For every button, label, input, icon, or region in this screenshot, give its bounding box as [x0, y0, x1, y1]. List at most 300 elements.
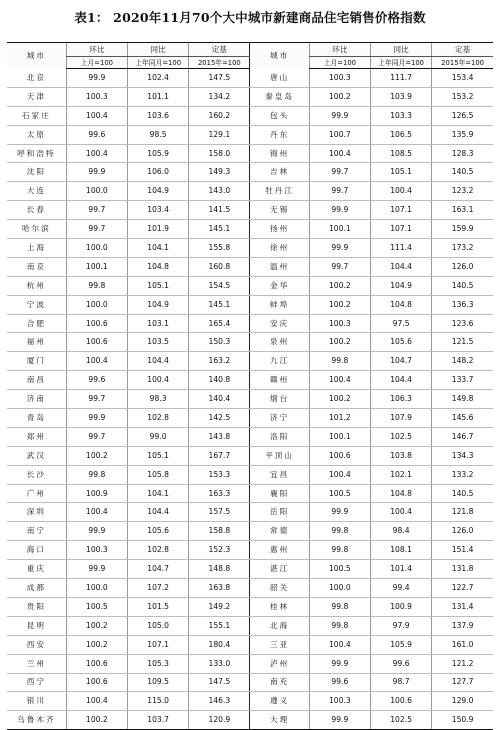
- table-row: [7, 125, 493, 144]
- yoy-value-right: 100.4: [370, 503, 431, 522]
- base-value-left: 155.1: [189, 616, 250, 635]
- city-name-right: 宜昌: [250, 465, 309, 484]
- yoy-value-right: 103.3: [370, 106, 431, 125]
- yoy-value-left: 105.9: [127, 144, 188, 163]
- mom-value-right: 99.8: [309, 616, 370, 635]
- yoy-value-left: 101.5: [127, 597, 188, 616]
- mom-value-right: 100.2: [309, 390, 370, 409]
- mom-value-right: 100.2: [309, 295, 370, 314]
- base-value-left: 145.1: [189, 295, 250, 314]
- yoy-value-right: 105.1: [370, 163, 431, 182]
- yoy-value-right: 104.8: [370, 484, 431, 503]
- mom-value-right: 100.4: [309, 635, 370, 654]
- base-value-right: 149.8: [432, 390, 493, 409]
- base-value-right: 163.1: [432, 201, 493, 220]
- mom-value-left: 100.0: [66, 579, 127, 598]
- city-name-right: 无锡: [250, 201, 309, 220]
- mom-value-right: 99.6: [309, 673, 370, 692]
- mom-value-right: 99.9: [309, 654, 370, 673]
- yoy-value-right: 99.6: [370, 654, 431, 673]
- yoy-value-right: 105.6: [370, 333, 431, 352]
- yoy-value-right: 102.5: [370, 427, 431, 446]
- mom-value-left: 100.2: [66, 711, 127, 730]
- header-mom-unit-right: 上月=100: [309, 57, 370, 69]
- table-row: [7, 560, 493, 579]
- mom-value-left: 100.4: [66, 352, 127, 371]
- city-name-left: 武汉: [7, 446, 66, 465]
- base-value-left: 147.5: [189, 673, 250, 692]
- city-name-left: 乌鲁木齐: [7, 711, 66, 730]
- base-value-right: 136.3: [432, 295, 493, 314]
- yoy-value-right: 98.4: [370, 522, 431, 541]
- yoy-value-left: 104.1: [127, 484, 188, 503]
- base-value-right: 134.3: [432, 446, 493, 465]
- yoy-value-left: 104.1: [127, 239, 188, 258]
- table-row: [7, 371, 493, 390]
- city-name-left: 深圳: [7, 503, 66, 522]
- city-name-left: 大连: [7, 182, 66, 201]
- table-row: [7, 635, 493, 654]
- base-value-right: 133.7: [432, 371, 493, 390]
- yoy-value-right: 106.5: [370, 125, 431, 144]
- yoy-value-left: 104.9: [127, 182, 188, 201]
- table-row: [7, 692, 493, 711]
- city-name-left: 青岛: [7, 409, 66, 428]
- yoy-value-left: 107.1: [127, 635, 188, 654]
- yoy-value-left: 107.2: [127, 579, 188, 598]
- table-row: [7, 465, 493, 484]
- yoy-value-right: 103.8: [370, 446, 431, 465]
- mom-value-right: 99.9: [309, 201, 370, 220]
- mom-value-right: 99.7: [309, 182, 370, 201]
- city-name-right: 襄阳: [250, 484, 309, 503]
- base-value-right: 150.9: [432, 711, 493, 730]
- mom-value-left: 100.2: [66, 616, 127, 635]
- table-row: [7, 87, 493, 106]
- mom-value-left: 99.9: [66, 560, 127, 579]
- city-name-right: 济宁: [250, 409, 309, 428]
- city-name-right: 遵义: [250, 692, 309, 711]
- base-value-right: 140.5: [432, 484, 493, 503]
- yoy-value-right: 102.5: [370, 711, 431, 730]
- city-name-left: 石家庄: [7, 106, 66, 125]
- base-value-right: 148.2: [432, 352, 493, 371]
- table-row: [7, 69, 493, 88]
- base-value-left: 133.0: [189, 654, 250, 673]
- yoy-value-right: 111.7: [370, 69, 431, 88]
- city-name-left: 西安: [7, 635, 66, 654]
- city-name-left: 合肥: [7, 314, 66, 333]
- city-name-right: 牡丹江: [250, 182, 309, 201]
- base-value-left: 157.5: [189, 503, 250, 522]
- base-value-right: 126.0: [432, 522, 493, 541]
- mom-value-right: 100.6: [309, 446, 370, 465]
- mom-value-left: 99.7: [66, 201, 127, 220]
- yoy-value-left: 101.9: [127, 220, 188, 239]
- table-row: [7, 182, 493, 201]
- yoy-value-right: 104.4: [370, 257, 431, 276]
- mom-value-left: 99.9: [66, 163, 127, 182]
- city-name-right: 岳阳: [250, 503, 309, 522]
- mom-value-right: 100.2: [309, 333, 370, 352]
- mom-value-right: 99.7: [309, 257, 370, 276]
- city-name-left: 重庆: [7, 560, 66, 579]
- city-name-left: 成都: [7, 579, 66, 598]
- yoy-value-left: 105.0: [127, 616, 188, 635]
- mom-value-right: 99.9: [309, 239, 370, 258]
- yoy-value-left: 105.3: [127, 654, 188, 673]
- city-name-right: 唐山: [250, 69, 309, 88]
- base-value-right: 123.2: [432, 182, 493, 201]
- mom-value-left: 100.3: [66, 541, 127, 560]
- base-value-left: 154.5: [189, 276, 250, 295]
- city-name-left: 济南: [7, 390, 66, 409]
- header-base-unit-right: 2015年=100: [432, 57, 493, 69]
- city-name-left: 南京: [7, 257, 66, 276]
- mom-value-left: 99.7: [66, 220, 127, 239]
- city-name-left: 海口: [7, 541, 66, 560]
- base-value-left: 141.5: [189, 201, 250, 220]
- yoy-value-right: 98.7: [370, 673, 431, 692]
- yoy-value-left: 104.4: [127, 352, 188, 371]
- mom-value-left: 99.7: [66, 427, 127, 446]
- yoy-value-right: 97.5: [370, 314, 431, 333]
- base-value-left: 160.2: [189, 106, 250, 125]
- mom-value-left: 100.6: [66, 673, 127, 692]
- base-value-left: 143.8: [189, 427, 250, 446]
- city-name-left: 南宁: [7, 522, 66, 541]
- mom-value-left: 100.5: [66, 597, 127, 616]
- table-body: [7, 69, 493, 730]
- mom-value-left: 100.4: [66, 144, 127, 163]
- table-row: [7, 239, 493, 258]
- city-name-left: 福州: [7, 333, 66, 352]
- yoy-value-left: 103.6: [127, 106, 188, 125]
- header-yoy-unit-left: 上年同月=100: [127, 57, 188, 69]
- mom-value-right: 99.8: [309, 597, 370, 616]
- mom-value-left: 100.4: [66, 692, 127, 711]
- header-base-left: 定基: [189, 43, 250, 57]
- table-row: [7, 106, 493, 125]
- city-name-left: 天津: [7, 87, 66, 106]
- table-row: [7, 163, 493, 182]
- yoy-value-left: 104.7: [127, 560, 188, 579]
- base-value-left: 120.9: [189, 711, 250, 730]
- mom-value-left: 99.8: [66, 465, 127, 484]
- header-base-unit-left: 2015年=100: [189, 57, 250, 69]
- base-value-right: 137.9: [432, 616, 493, 635]
- mom-value-left: 100.6: [66, 333, 127, 352]
- yoy-value-left: 98.3: [127, 390, 188, 409]
- table-row: [7, 484, 493, 503]
- city-name-right: 三亚: [250, 635, 309, 654]
- base-value-right: 131.8: [432, 560, 493, 579]
- mom-value-right: 100.2: [309, 276, 370, 295]
- base-value-left: 150.3: [189, 333, 250, 352]
- table-row: [7, 201, 493, 220]
- mom-value-left: 100.0: [66, 182, 127, 201]
- base-value-right: 123.6: [432, 314, 493, 333]
- mom-value-left: 99.9: [66, 522, 127, 541]
- mom-value-left: 99.7: [66, 390, 127, 409]
- yoy-value-left: 103.5: [127, 333, 188, 352]
- mom-value-right: 100.4: [309, 371, 370, 390]
- header-yoy-right: 同比: [370, 43, 431, 57]
- base-value-left: 129.1: [189, 125, 250, 144]
- yoy-value-right: 107.1: [370, 220, 431, 239]
- city-name-right: 九江: [250, 352, 309, 371]
- table-row: [7, 616, 493, 635]
- header-city-right: 城市: [250, 43, 309, 69]
- city-name-left: 昆明: [7, 616, 66, 635]
- base-value-right: 128.3: [432, 144, 493, 163]
- city-name-right: 温州: [250, 257, 309, 276]
- table-row: [7, 314, 493, 333]
- base-value-right: 135.9: [432, 125, 493, 144]
- city-name-right: 常德: [250, 522, 309, 541]
- yoy-value-right: 111.4: [370, 239, 431, 258]
- base-value-left: 145.1: [189, 220, 250, 239]
- city-name-left: 呼和浩特: [7, 144, 66, 163]
- base-value-right: 121.2: [432, 654, 493, 673]
- city-name-right: 桂林: [250, 597, 309, 616]
- mom-value-right: 99.8: [309, 522, 370, 541]
- city-name-right: 徐州: [250, 239, 309, 258]
- city-name-left: 宁波: [7, 295, 66, 314]
- city-name-left: 沈阳: [7, 163, 66, 182]
- yoy-value-left: 99.0: [127, 427, 188, 446]
- yoy-value-left: 109.5: [127, 673, 188, 692]
- header-mom-left: 环比: [66, 43, 127, 57]
- base-value-right: 122.7: [432, 579, 493, 598]
- base-value-right: 140.5: [432, 163, 493, 182]
- city-name-right: 烟台: [250, 390, 309, 409]
- table-row: [7, 503, 493, 522]
- city-name-right: 泸州: [250, 654, 309, 673]
- mom-value-right: 99.9: [309, 503, 370, 522]
- base-value-right: 126.0: [432, 257, 493, 276]
- mom-value-right: 99.9: [309, 711, 370, 730]
- yoy-value-right: 101.4: [370, 560, 431, 579]
- base-value-left: 158.0: [189, 144, 250, 163]
- base-value-left: 142.5: [189, 409, 250, 428]
- city-name-left: 广州: [7, 484, 66, 503]
- header-base-right: 定基: [432, 43, 493, 57]
- base-value-left: 146.3: [189, 692, 250, 711]
- city-name-right: 金华: [250, 276, 309, 295]
- yoy-value-right: 104.9: [370, 276, 431, 295]
- base-value-right: 153.4: [432, 69, 493, 88]
- city-name-right: 安庆: [250, 314, 309, 333]
- base-value-right: 153.2: [432, 87, 493, 106]
- city-name-right: 赣州: [250, 371, 309, 390]
- city-name-left: 郑州: [7, 427, 66, 446]
- mom-value-right: 100.4: [309, 465, 370, 484]
- yoy-value-left: 100.4: [127, 371, 188, 390]
- base-value-right: 129.0: [432, 692, 493, 711]
- mom-value-left: 100.3: [66, 87, 127, 106]
- base-value-left: 134.2: [189, 87, 250, 106]
- mom-value-left: 100.0: [66, 295, 127, 314]
- mom-value-right: 100.2: [309, 87, 370, 106]
- table-row: [7, 276, 493, 295]
- mom-value-left: 100.2: [66, 635, 127, 654]
- table-row: [7, 390, 493, 409]
- mom-value-right: 100.1: [309, 427, 370, 446]
- city-name-right: 包头: [250, 106, 309, 125]
- city-name-right: 北海: [250, 616, 309, 635]
- table-row: [7, 654, 493, 673]
- mom-value-right: 100.5: [309, 560, 370, 579]
- city-name-left: 杭州: [7, 276, 66, 295]
- yoy-value-left: 103.4: [127, 201, 188, 220]
- city-name-right: 韶关: [250, 579, 309, 598]
- base-value-left: 140.8: [189, 371, 250, 390]
- yoy-value-right: 104.8: [370, 295, 431, 314]
- base-value-left: 155.8: [189, 239, 250, 258]
- table-row: [7, 257, 493, 276]
- base-value-right: 121.5: [432, 333, 493, 352]
- mom-value-right: 100.3: [309, 69, 370, 88]
- table-title: 表1： 2020年11月70个大中城市新建商品住宅销售价格指数: [74, 10, 426, 25]
- mom-value-right: 100.1: [309, 220, 370, 239]
- mom-value-right: 100.3: [309, 314, 370, 333]
- base-value-right: 145.6: [432, 409, 493, 428]
- base-value-right: 133.2: [432, 465, 493, 484]
- base-value-left: 143.0: [189, 182, 250, 201]
- table-row: [7, 352, 493, 371]
- base-value-left: 149.3: [189, 163, 250, 182]
- city-name-right: 秦皇岛: [250, 87, 309, 106]
- city-name-right: 湛江: [250, 560, 309, 579]
- table-row: [7, 446, 493, 465]
- yoy-value-right: 99.4: [370, 579, 431, 598]
- base-value-right: 173.2: [432, 239, 493, 258]
- base-value-left: 180.4: [189, 635, 250, 654]
- mom-value-left: 99.8: [66, 276, 127, 295]
- table-row: [7, 427, 493, 446]
- mom-value-right: 100.7: [309, 125, 370, 144]
- mom-value-right: 99.9: [309, 106, 370, 125]
- base-value-left: 163.8: [189, 579, 250, 598]
- base-value-right: 159.9: [432, 220, 493, 239]
- yoy-value-right: 106.3: [370, 390, 431, 409]
- table-row: [7, 541, 493, 560]
- base-value-right: 140.5: [432, 276, 493, 295]
- mom-value-left: 100.6: [66, 654, 127, 673]
- mom-value-right: 99.8: [309, 541, 370, 560]
- city-name-right: 平顶山: [250, 446, 309, 465]
- city-name-left: 南昌: [7, 371, 66, 390]
- city-name-right: 吉林: [250, 163, 309, 182]
- yoy-value-right: 103.9: [370, 87, 431, 106]
- header-mom-right: 环比: [309, 43, 370, 57]
- table-row: [7, 144, 493, 163]
- city-name-left: 兰州: [7, 654, 66, 673]
- city-name-right: 扬州: [250, 220, 309, 239]
- base-value-left: 147.5: [189, 69, 250, 88]
- yoy-value-left: 101.1: [127, 87, 188, 106]
- city-name-right: 惠州: [250, 541, 309, 560]
- city-name-right: 蚌埠: [250, 295, 309, 314]
- yoy-value-right: 108.5: [370, 144, 431, 163]
- city-name-left: 银川: [7, 692, 66, 711]
- yoy-value-right: 107.1: [370, 201, 431, 220]
- table-row: [7, 711, 493, 730]
- table-row: [7, 333, 493, 352]
- city-name-left: 上海: [7, 239, 66, 258]
- table-row: [7, 409, 493, 428]
- base-value-left: 158.8: [189, 522, 250, 541]
- base-value-left: 163.2: [189, 352, 250, 371]
- header-mom-unit-left: 上月=100: [66, 57, 127, 69]
- table-row: [7, 673, 493, 692]
- mom-value-left: 100.0: [66, 239, 127, 258]
- price-index-table: [7, 42, 493, 730]
- base-value-left: 149.2: [189, 597, 250, 616]
- city-name-left: 贵阳: [7, 597, 66, 616]
- yoy-value-right: 100.6: [370, 692, 431, 711]
- city-name-left: 厦门: [7, 352, 66, 371]
- city-name-right: 泉州: [250, 333, 309, 352]
- yoy-value-right: 107.9: [370, 409, 431, 428]
- mom-value-left: 100.1: [66, 257, 127, 276]
- header-yoy-unit-right: 上年同月=100: [370, 57, 431, 69]
- base-value-left: 165.4: [189, 314, 250, 333]
- yoy-value-left: 102.8: [127, 409, 188, 428]
- table-row: [7, 295, 493, 314]
- city-name-right: 南充: [250, 673, 309, 692]
- city-name-left: 太原: [7, 125, 66, 144]
- yoy-value-left: 106.0: [127, 163, 188, 182]
- mom-value-left: 99.6: [66, 371, 127, 390]
- city-name-right: 锦州: [250, 144, 309, 163]
- city-name-left: 长沙: [7, 465, 66, 484]
- yoy-value-right: 100.9: [370, 597, 431, 616]
- mom-value-left: 100.2: [66, 446, 127, 465]
- header-yoy-left: 同比: [127, 43, 188, 57]
- mom-value-right: 99.8: [309, 352, 370, 371]
- yoy-value-left: 105.8: [127, 465, 188, 484]
- city-name-left: 长春: [7, 201, 66, 220]
- base-value-left: 152.3: [189, 541, 250, 560]
- table-row: [7, 579, 493, 598]
- mom-value-left: 99.6: [66, 125, 127, 144]
- table-row: [7, 522, 493, 541]
- yoy-value-right: 105.9: [370, 635, 431, 654]
- base-value-left: 160.8: [189, 257, 250, 276]
- city-name-left: 哈尔滨: [7, 220, 66, 239]
- yoy-value-left: 104.8: [127, 257, 188, 276]
- city-name-right: 丹东: [250, 125, 309, 144]
- base-value-right: 121.8: [432, 503, 493, 522]
- base-value-right: 131.4: [432, 597, 493, 616]
- base-value-right: 161.0: [432, 635, 493, 654]
- city-name-right: 洛阳: [250, 427, 309, 446]
- mom-value-right: 101.2: [309, 409, 370, 428]
- mom-value-right: 100.0: [309, 579, 370, 598]
- mom-value-left: 100.4: [66, 106, 127, 125]
- yoy-value-right: 104.4: [370, 371, 431, 390]
- base-value-right: 151.4: [432, 541, 493, 560]
- mom-value-left: 99.9: [66, 409, 127, 428]
- yoy-value-left: 105.6: [127, 522, 188, 541]
- yoy-value-left: 102.8: [127, 541, 188, 560]
- base-value-right: 127.7: [432, 673, 493, 692]
- yoy-value-left: 103.7: [127, 711, 188, 730]
- base-value-left: 140.4: [189, 390, 250, 409]
- mom-value-right: 99.7: [309, 163, 370, 182]
